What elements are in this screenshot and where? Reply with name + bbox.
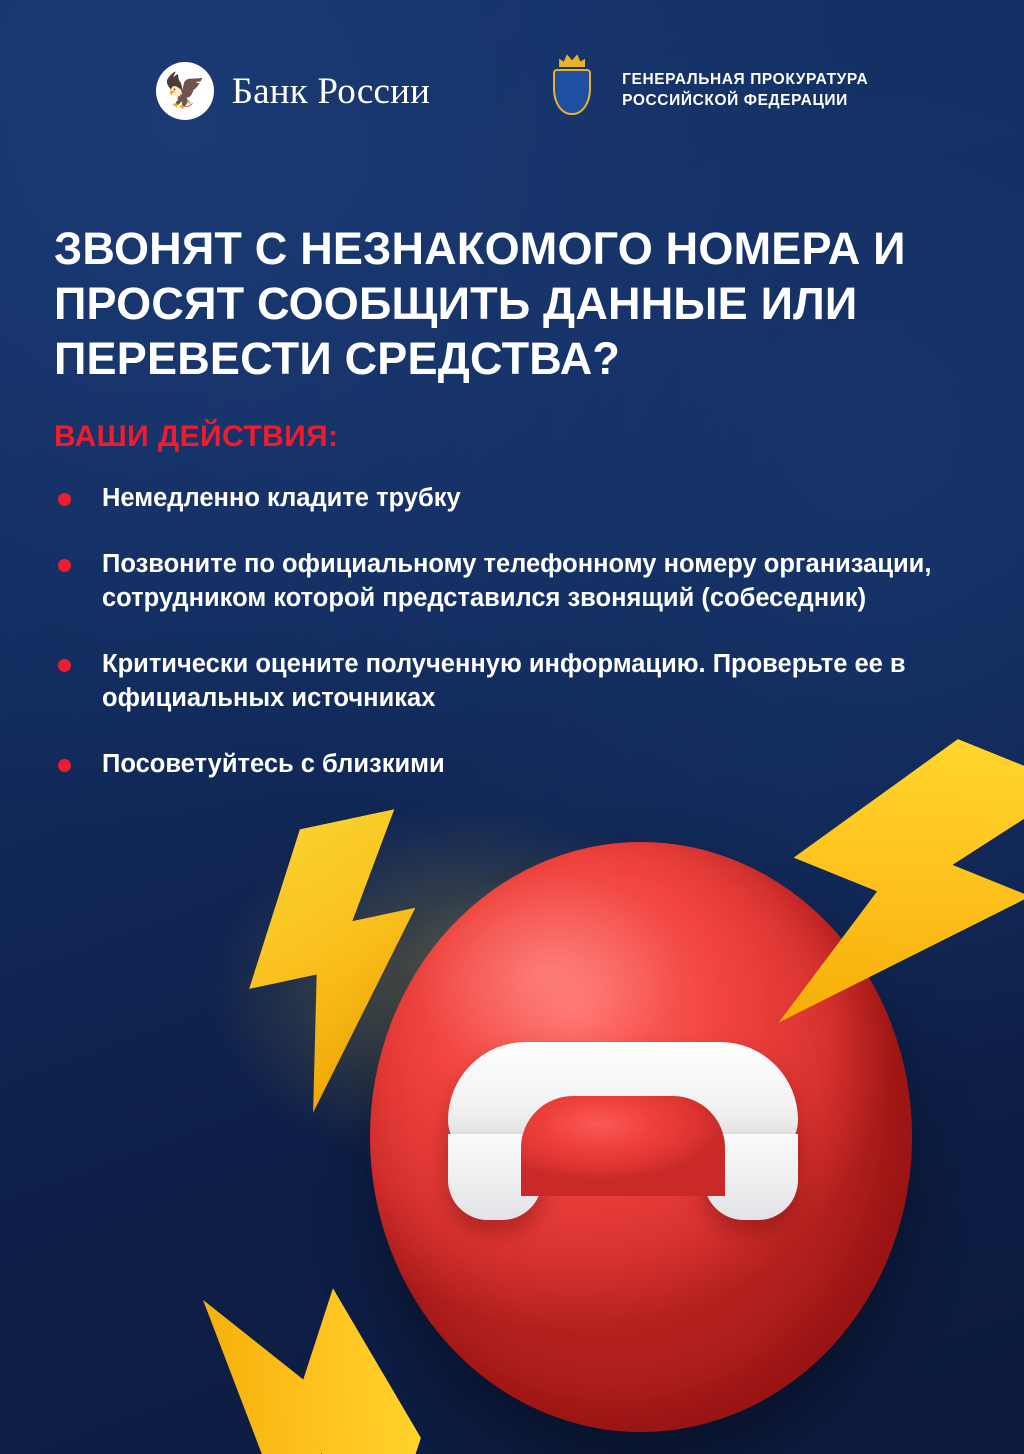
bullet-icon [58, 493, 71, 506]
double-headed-eagle-icon [156, 62, 214, 120]
hung-up-phone-handset-icon [448, 1042, 798, 1222]
prosecutor-line-2: РОССИЙСКОЙ ФЕДЕРАЦИИ [622, 92, 848, 109]
bank-of-russia-logo [156, 62, 430, 120]
prosecutor-line-1: ГЕНЕРАЛЬНАЯ ПРОКУРАТУРА [622, 71, 869, 89]
actions-heading: ВАШИ ДЕЙСТВИЯ: [54, 420, 339, 453]
page-title: ЗВОНЯТ С НЕЗНАКОМОГО НОМЕРА И ПРОСЯТ СООБЩИТЬ ДАННЫЕ ИЛИ ПЕРЕВЕСТИ СРЕДСТВА? [54, 223, 906, 384]
prosecutor-general-name [622, 70, 868, 112]
prosecutor-general-emblem-icon [540, 53, 604, 129]
emblem-shield [553, 69, 591, 115]
list-item-text: Немедленно кладите трубку [102, 484, 461, 512]
bullet-icon [58, 559, 71, 572]
poster-header [0, 46, 1024, 136]
list-item-text: Посоветуйтесь с близкими [102, 749, 445, 778]
bank-of-russia-name: Банк России [231, 70, 431, 112]
handset-inner-cutout [521, 1096, 725, 1196]
list-item [54, 548, 944, 616]
bullet-icon [58, 659, 71, 672]
list-item-text: Позвоните по официальному телефонному номеру организации, сотрудником которой представился звонящий (собеседник) [102, 549, 932, 612]
list-item-text: Критически оцените полученную информацию. Проверьте ее в официальных источниках [102, 649, 906, 712]
emblem-crown [559, 53, 585, 67]
eagle-glyph: 🦅 [163, 72, 206, 110]
illustration [0, 690, 1024, 1454]
prosecutor-general-logo [540, 53, 868, 129]
list-item [54, 482, 944, 516]
